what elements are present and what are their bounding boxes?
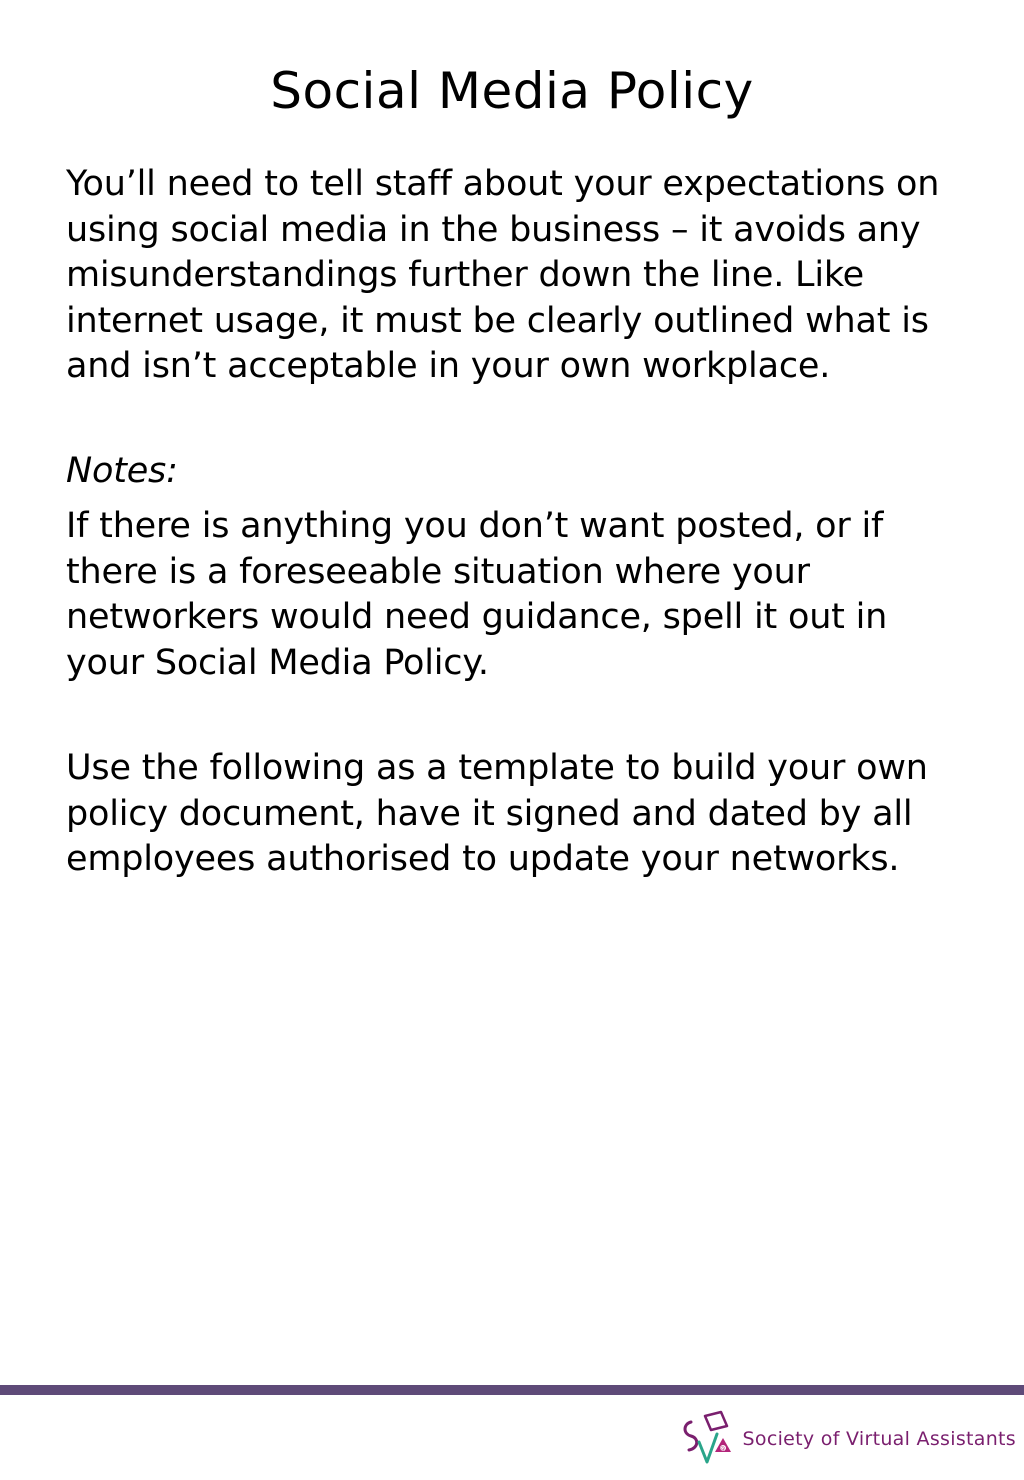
footer-divider: [0, 1385, 1024, 1395]
intro-paragraph: You’ll need to tell staff about your expectations on using social media in the business – it avoids any misunderstandings further down the line. Like internet usage, it must be clearly outlined what is and isn’t acceptable in your own workplace.: [66, 164, 940, 386]
footer-brand: [677, 1408, 1016, 1468]
page-title: Social Media Policy: [270, 62, 754, 120]
brand-name: Society of Virtual Assistants: [742, 1428, 1016, 1450]
notes-heading: Notes:: [66, 451, 178, 491]
intro-section: [66, 162, 978, 390]
svg-text:@: @: [719, 1446, 725, 1452]
sva-logo-icon: [677, 1408, 737, 1468]
notes-paragraph: If there is anything you don’t want posted, or if there is a foreseeable situation where your networkers would need guidance, spell it out in your Social Media Policy.: [66, 506, 888, 683]
template-paragraph: Use the following as a template to build your own policy document, have it signed and dated by all employees authorised to update your networks.: [66, 748, 928, 879]
